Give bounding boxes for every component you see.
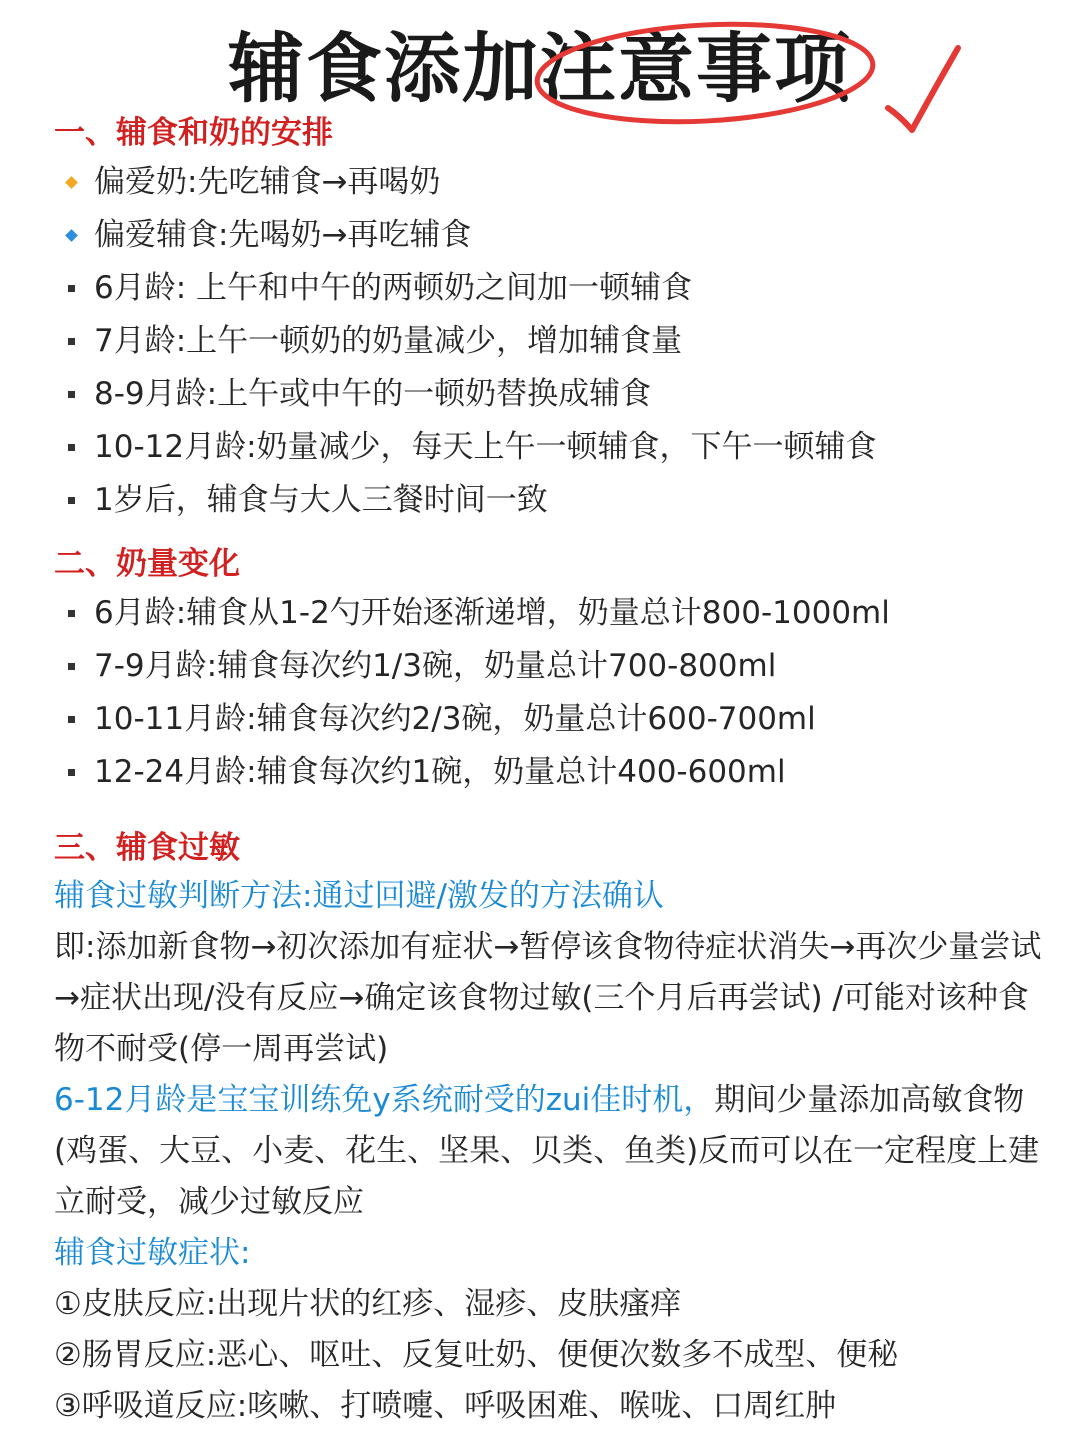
- square-bullet-icon: [68, 610, 75, 617]
- square-bullet-icon: [68, 285, 75, 292]
- blue-diamond-icon: [65, 229, 78, 242]
- tolerance-window-paragraph: [54, 1075, 1054, 1228]
- list-item: [54, 262, 1054, 315]
- list-item: [54, 156, 1054, 209]
- list-item: [54, 693, 1054, 746]
- list-item: [54, 209, 1054, 262]
- section-heading-2: 二、奶量变化: [54, 546, 240, 582]
- title-part-1: 辅食添加: [228, 24, 540, 113]
- list-item-text: 8-9月龄:上午或中午的一顿奶替换成辅食: [94, 376, 652, 412]
- allergy-symptoms-title: 辅食过敏症状:: [54, 1235, 251, 1271]
- list-item-text: 偏爱辅食:先喝奶→再吃辅食: [94, 217, 472, 253]
- section-heading-3: 三、辅食过敏: [54, 830, 240, 866]
- list-item: [54, 368, 1054, 421]
- square-bullet-icon: [68, 716, 75, 723]
- square-bullet-icon: [68, 663, 75, 670]
- main-content: [54, 110, 1054, 1432]
- title-area: [0, 18, 1080, 118]
- square-bullet-icon: [68, 769, 75, 776]
- symptom-item: ②肠胃反应:恶心、呕吐、反复吐奶、便便次数多不成型、便秘: [54, 1337, 899, 1373]
- list-item: [54, 474, 1054, 527]
- square-bullet-icon: [68, 391, 75, 398]
- square-bullet-icon: [68, 497, 75, 504]
- list-item-text: 偏爱奶:先吃辅食→再喝奶: [94, 164, 441, 200]
- list-item-text: 10-12月龄:奶量减少，每天上午一顿辅食，下午一顿辅食: [94, 429, 877, 465]
- list-item-text: 10-11月龄:辅食每次约2/3碗，奶量总计600-700ml: [94, 701, 816, 737]
- title-part-2: 注意事项: [540, 24, 852, 113]
- list-item-text: 1岁后，辅食与大人三餐时间一致: [94, 482, 548, 518]
- symptom-item: ①皮肤反应:出现片状的红疹、湿疹、皮肤瘙痒: [54, 1286, 682, 1322]
- feeding-arrangement-list: [54, 156, 1054, 527]
- tolerance-window-highlight: 6-12月龄是宝宝训练免y系统耐受的zui佳时机，: [54, 1082, 715, 1118]
- section-heading-1: 一、辅食和奶的安排: [54, 115, 333, 151]
- list-item-text: 6月龄: 上午和中午的两顿奶之间加一顿辅食: [94, 270, 693, 306]
- milk-volume-list: [54, 587, 1054, 799]
- list-item: [54, 587, 1054, 640]
- list-item: [54, 640, 1054, 693]
- tolerance-window-text: 期间少量添加高敏食物(鸡蛋、大豆、小麦、花生、坚果、贝类、鱼类)反而可以在一定程度上建立耐受，减少过敏反应: [54, 1082, 1040, 1220]
- square-bullet-icon: [68, 338, 75, 345]
- symptom-item: ③呼吸道反应:咳嗽、打喷嚏、呼吸困难、喉咙、口周红肿: [54, 1388, 837, 1424]
- list-item-text: 6月龄:辅食从1-2勺开始逐渐递增，奶量总计800-1000ml: [94, 595, 890, 631]
- allergy-method-text: 即:添加新食物→初次添加有症状→暂停该食物待症状消失→再次少量尝试→症状出现/没有反应→确定该食物过敏(三个月后再尝试) /可能对该种食物不耐受(停一周再尝试): [54, 929, 1042, 1067]
- allergy-method-title: 辅食过敏判断方法:通过回避/激发的方法确认: [54, 878, 664, 914]
- list-item: [54, 421, 1054, 474]
- orange-diamond-icon: [65, 176, 78, 189]
- list-item: [54, 315, 1054, 368]
- list-item-text: 7月龄:上午一顿奶的奶量减少，增加辅食量: [94, 323, 683, 359]
- list-item: [54, 746, 1054, 799]
- list-item-text: 7-9月龄:辅食每次约1/3碗，奶量总计700-800ml: [94, 648, 777, 684]
- square-bullet-icon: [68, 444, 75, 451]
- list-item-text: 12-24月龄:辅食每次约1碗，奶量总计400-600ml: [94, 754, 786, 790]
